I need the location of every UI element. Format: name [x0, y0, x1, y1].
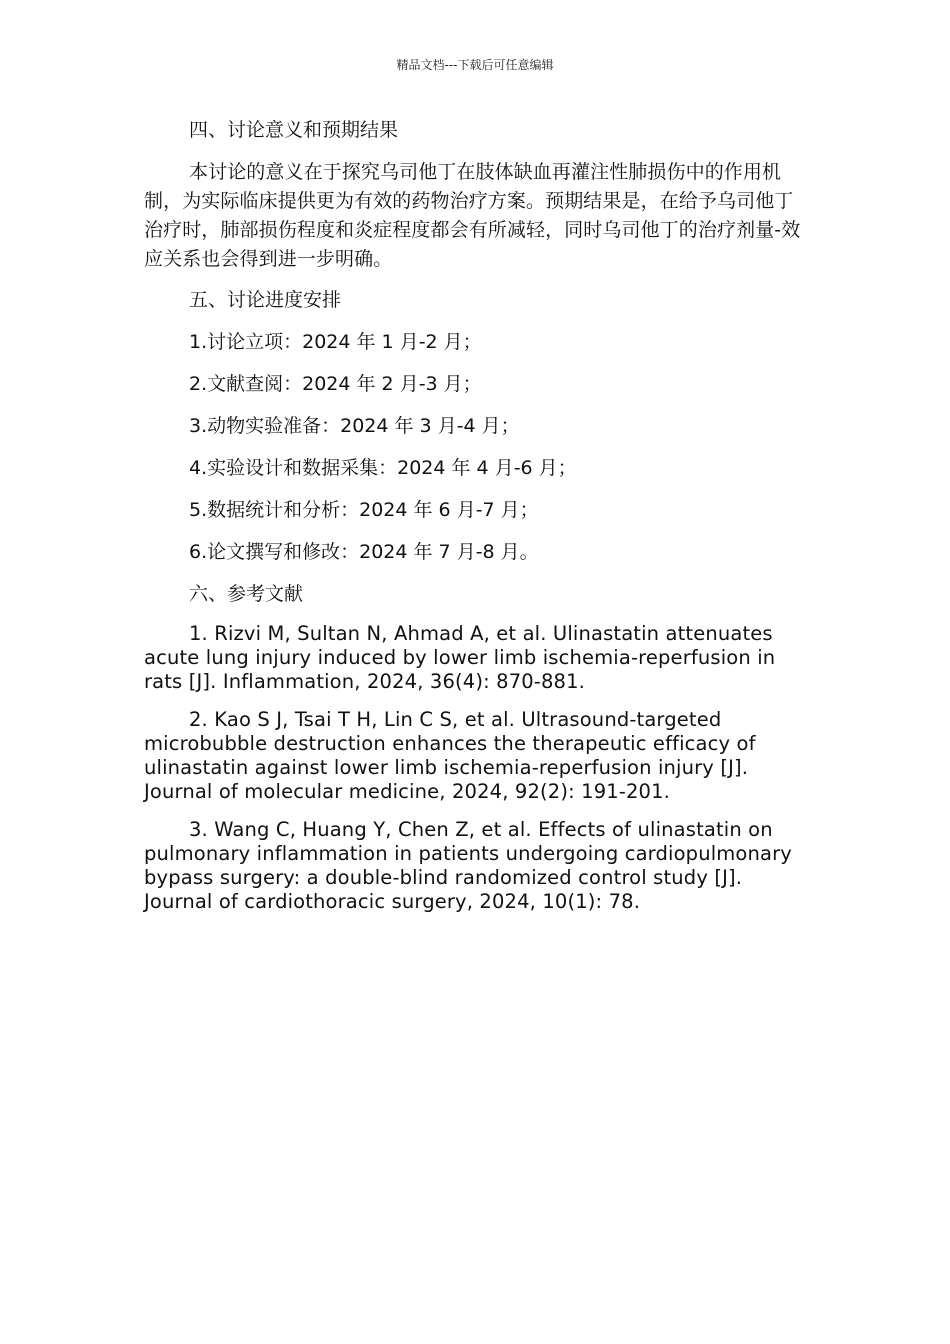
document-body: [144, 116, 812, 928]
section-heading-references: 六、参考文献: [189, 583, 304, 605]
reference-item: 2. Kao S J, Tsai T H, Lin C S, et al. Ultrasound-targeted microbubble destruction enhances the therapeutic efficacy of ulinastatin against lower limb ischemia-reperfusion injury [J]. Journal of molecular medicine, 2024, 92(2): 191-201.: [144, 708, 756, 803]
schedule-item: 4.实验设计和数据采集：2024 年 4 月-6 月；: [189, 457, 577, 479]
reference-item: 3. Wang C, Huang Y, Chen Z, et al. Effects of ulinastatin on pulmonary inflammation in patients undergoing cardiopulmonary bypass surgery: a double-blind randomized control study [J]. Journal of cardiothoracic surgery, 2024, 10(1): 78.: [144, 818, 792, 913]
page-header: 精品文档---下载后可任意编辑: [396, 58, 554, 72]
schedule-item: 5.数据统计和分析：2024 年 6 月-7 月；: [189, 499, 539, 521]
reference-list: [144, 622, 812, 914]
schedule-item: 6.论文撰写和修改：2024 年 7 月-8 月。: [189, 541, 539, 563]
section-body-discussion-significance: 本讨论的意义在于探究乌司他丁在肢体缺血再灌注性肺损伤中的作用机制，为实际临床提供更为有效的药物治疗方案。预期结果是，在给予乌司他丁治疗时，肺部损伤程度和炎症程度都会有所减轻，同时乌司他丁的治疗剂量-效应关系也会得到进一步明确。: [144, 161, 801, 270]
schedule-item: 2.文献查阅：2024 年 2 月-3 月；: [189, 373, 482, 395]
reference-item: 1. Rizvi M, Sultan N, Ahmad A, et al. Ulinastatin attenuates acute lung injury induced by lower limb ischemia-reperfusion in rats [J]. Inflammation, 2024, 36(4): 870-881.: [144, 622, 776, 693]
schedule-list: [144, 328, 812, 567]
section-heading-discussion-significance: 四、讨论意义和预期结果: [189, 119, 399, 141]
section-heading-schedule: 五、讨论进度安排: [189, 289, 342, 311]
schedule-item: 1.讨论立项：2024 年 1 月-2 月；: [189, 331, 482, 353]
schedule-item: 3.动物实验准备：2024 年 3 月-4 月；: [189, 415, 520, 437]
